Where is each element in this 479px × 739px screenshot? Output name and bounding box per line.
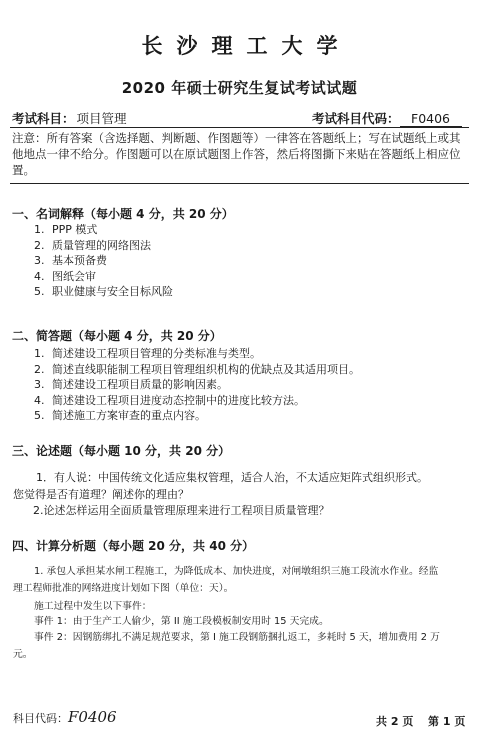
section-4-title: 四、计算分析题（每小题 20 分，共 40 分） (12, 539, 255, 553)
list-item: 2. 简述直线职能制工程项目管理组织机构的优缺点及其适用项目。 (34, 362, 360, 376)
footer-code-handwritten: F0406 (68, 708, 117, 726)
subject-field (12, 109, 229, 128)
subject-code-value: F0406 (400, 111, 462, 127)
section-3-title: 三、论述题（每小题 10 分，共 20 分） (12, 444, 231, 458)
calc-q1-line1: 1. 承包人承担某水闸工程施工，为降低成本、加快进度，对闸墩组织三施工段流水作业。经监 (34, 566, 439, 577)
list-item: 1. 简述建设工程项目管理的分类标准与类型。 (34, 347, 261, 360)
university-name: 长沙理工大学 (141, 33, 352, 58)
calc-event-2-line1: 事件 2：因钢筋绑扎不满足规范要求，第 I 施工段钢筋捆扎返工，多耗时 5 天，增加费用 2 万 (34, 632, 440, 643)
list-item: 4. 图纸会审 (34, 269, 96, 283)
essay-q1-line2: 您觉得是否有道理？阐述你的理由？ (13, 488, 189, 501)
header-rule-bottom (10, 183, 469, 184)
list-item: 2. 质量管理的网络图法 (34, 238, 151, 252)
essay-q2: 2.论述怎样运用全面质量管理原理来进行工程项目质量管理？ (33, 504, 330, 517)
calc-events-intro: 施工过程中发生以下事件： (34, 601, 152, 612)
notice-text: 注意：所有答案（含选择题、判断题、作图题等）一律答在答题纸上；写在试题纸上或其他地点一律不给分。作图题可以在原试题图上作答，然后将图撕下来贴在答题纸上相应位置。 (12, 131, 461, 177)
exam-title: 2020 年硕士研究生复试考试试题 (121, 79, 358, 97)
subject-label: 考试科目： (12, 111, 75, 126)
section-2-title: 二、简答题（每小题 4 分，共 20 分） (12, 329, 222, 343)
section-2-list (34, 346, 459, 424)
footer-total-pages: 共 2 页 (376, 715, 414, 728)
essay-q1-line1: 1．有人说：中国传统文化适应集权管理，适合人治，不太适应矩阵式组织形式。 (36, 471, 428, 484)
list-item: 4. 简述建设工程项目进度动态控制中的进度比较方法。 (34, 393, 305, 407)
section-1-list (34, 222, 454, 300)
list-item: 3. 简述建设工程项目质量的影响因素。 (34, 378, 228, 391)
header-rule-top (10, 127, 469, 128)
list-item: 1. PPP 模式 (34, 223, 98, 236)
calc-event-1: 事件 1：由于生产工人偷少，第 II 施工段模板制安用时 15 天完成。 (34, 616, 329, 627)
list-item: 5. 职业健康与安全目标风险 (34, 285, 173, 298)
footer-code-label: 科目代码： (13, 712, 68, 725)
subject-code-field (312, 109, 462, 127)
list-item: 5. 简述施工方案审查的重点内容。 (34, 409, 206, 422)
calc-q1-line2: 理工程师批准的网络进度计划如下图（单位：天）。 (13, 583, 234, 594)
list-item: 3. 基本预备费 (34, 254, 107, 267)
subject-code-label: 考试科目代码： (312, 111, 400, 126)
calc-event-2-line2: 元。 (13, 649, 33, 660)
footer-code (13, 708, 117, 726)
footer-page-number: 第 1 页 (428, 715, 466, 728)
section-1-title: 一、名词解释（每小题 4 分，共 20 分） (12, 207, 234, 221)
subject-value: 项目管理 (75, 109, 229, 128)
